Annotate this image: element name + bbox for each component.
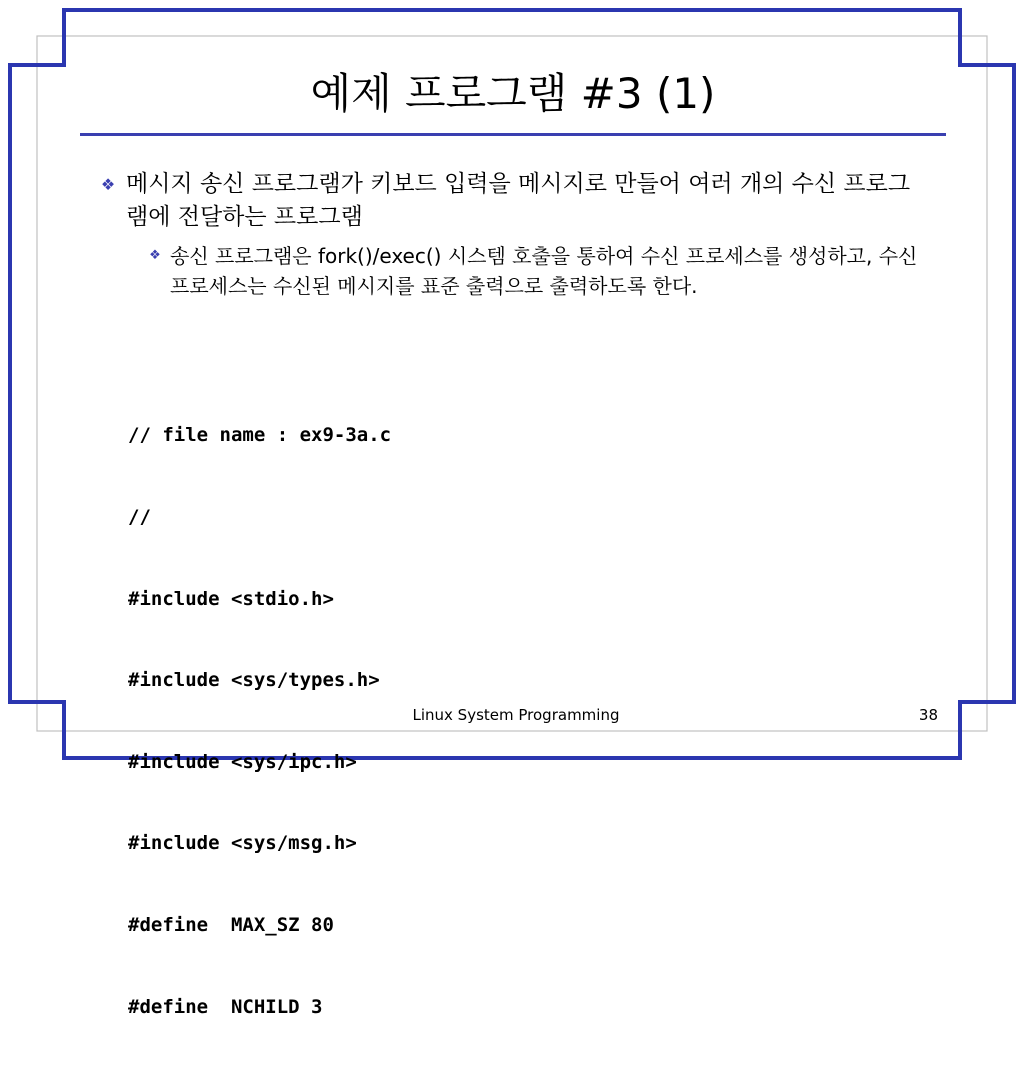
bullet-text: 송신 프로그램은 fork()/exec() 시스템 호출을 통하여 수신 프로세스를 생성하고, 수신 프로세스는 수신된 메시지를 표준 출력으로 출력하도록 한다. (170, 244, 918, 298)
slide-title: 예제 프로그램 #3 (1) (310, 69, 716, 118)
footer-title: Linux System Programming (412, 706, 620, 724)
code-line: #define MAX_SZ 80 (128, 913, 334, 936)
code-line: #include <sys/ipc.h> (128, 750, 357, 773)
page-number: 38 (918, 706, 938, 724)
code-line: // (128, 506, 151, 528)
bullet-text: 메시지 송신 프로그램가 키보드 입력을 메시지로 만들어 여러 개의 수신 프로그램에 전달하는 프로그램 (126, 171, 911, 230)
code-line: #include <sys/types.h> (128, 669, 380, 692)
diamond-bullet-icon: ❖ (100, 175, 116, 194)
title-rule (80, 133, 946, 136)
bullet-level-1 (90, 168, 930, 234)
code-line: #define NCHILD 3 (128, 995, 323, 1018)
diamond-bullet-icon: ❖ (149, 248, 161, 263)
code-line: #include <stdio.h> (128, 587, 334, 610)
bullet-level-2 (140, 241, 940, 301)
code-line: #include <sys/msg.h> (128, 832, 357, 855)
code-line: // file name : ex9-3a.c (128, 424, 392, 447)
